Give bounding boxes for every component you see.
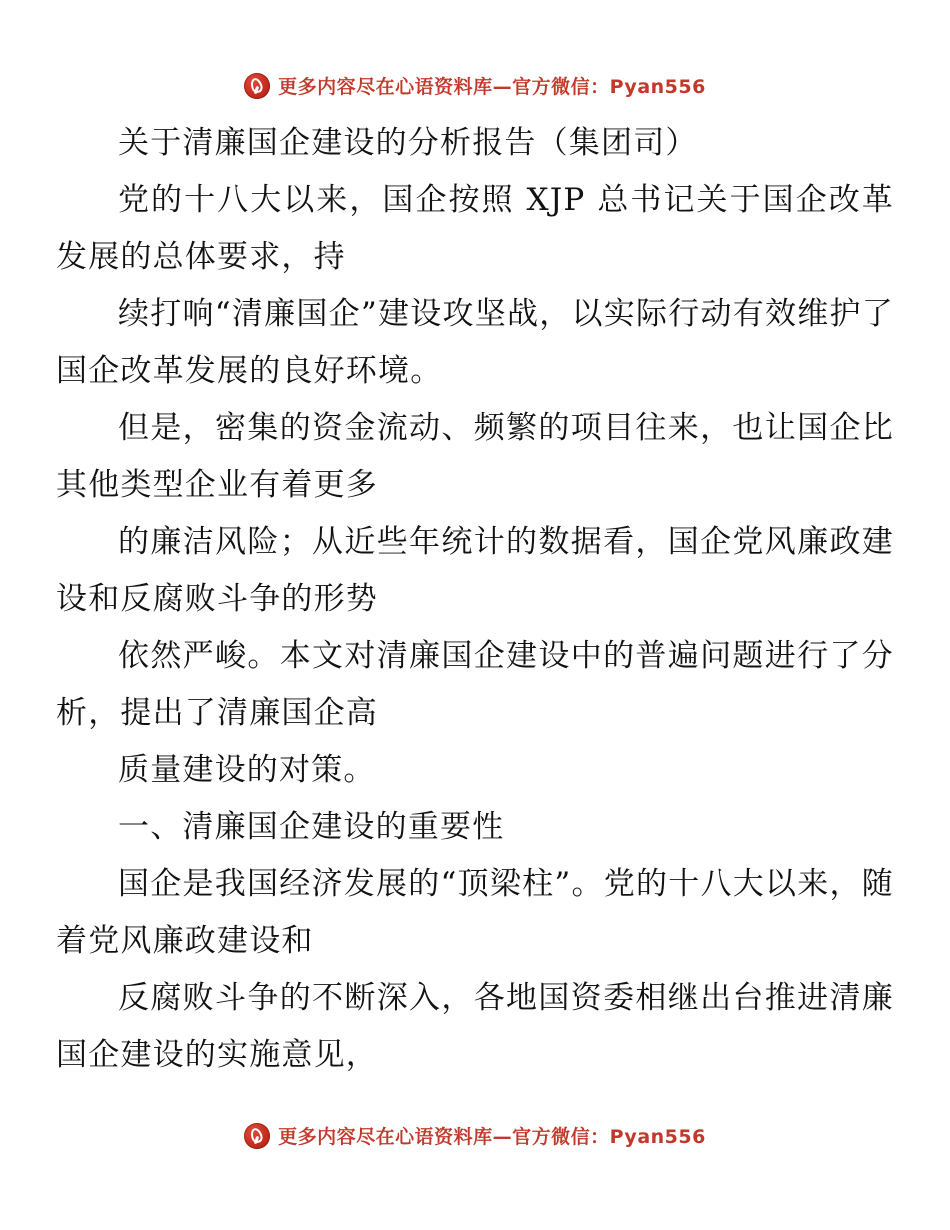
- shield-logo-icon: [244, 73, 270, 99]
- paragraph: 反腐败斗争的不断深入，各地国资委相继出台推进清廉国企建设的实施意见，: [56, 980, 894, 1073]
- watermark-text: 更多内容尽在心语资料库—官方微信：Pyan556: [278, 76, 706, 98]
- watermark-text: 更多内容尽在心语资料库—官方微信：Pyan556: [278, 1126, 706, 1148]
- section-heading: 一、清廉国企建设的重要性: [118, 809, 505, 845]
- paragraph: 国企是我国经济发展的“顶梁柱”。党的十八大以来，随着党风廉政建设和: [56, 866, 894, 959]
- paragraph: 依然严峻。本文对清廉国企建设中的普遍问题进行了分析，提出了清廉国企高: [56, 638, 894, 731]
- watermark-top: [0, 72, 950, 99]
- document-title: 关于清廉国企建设的分析报告（集团司）: [118, 125, 698, 161]
- watermark-bottom: [0, 1122, 950, 1149]
- paragraph: 但是，密集的资金流动、频繁的项目往来，也让国企比其他类型企业有着更多: [56, 410, 894, 503]
- paragraph: 质量建设的对策。: [118, 752, 376, 788]
- paragraph: 党的十八大以来，国企按照 XJP 总书记关于国企改革发展的总体要求，持: [56, 182, 894, 275]
- paragraph: 的廉洁风险；从近些年统计的数据看，国企党风廉政建设和反腐败斗争的形势: [56, 524, 894, 617]
- shield-logo-icon: [244, 1123, 270, 1149]
- paragraph: 续打响“清廉国企”建设攻坚战，以实际行动有效维护了国企改革发展的良好环境。: [56, 296, 894, 389]
- document-body: [56, 115, 894, 1084]
